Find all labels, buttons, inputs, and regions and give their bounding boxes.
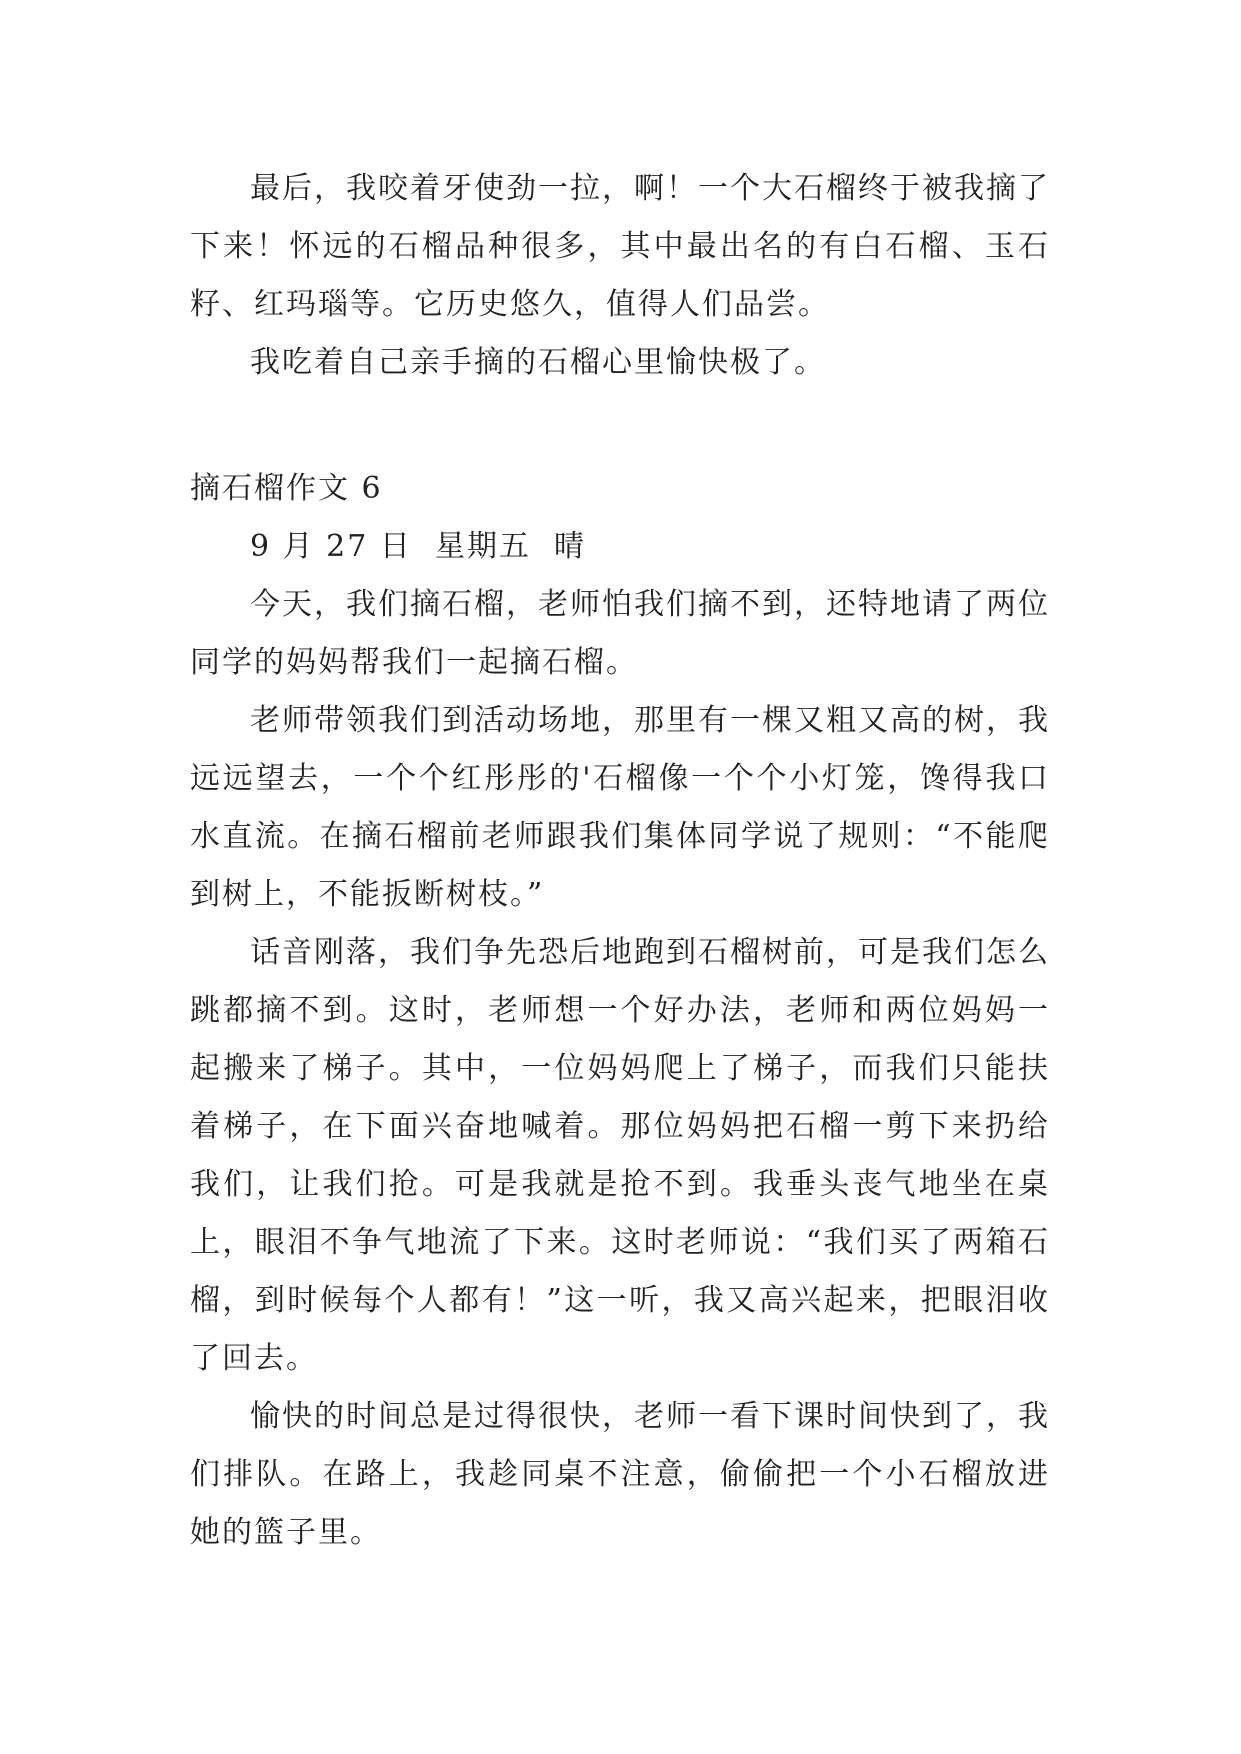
document-body xyxy=(190,160,1050,1562)
paragraph-ending: 最后，我咬着牙使劲一拉，啊！一个大石榴终于被我摘了下来！怀远的石榴品种很多，其中最出名的有白石榴、玉石籽、红玛瑙等。它历史悠久，值得人们品尝。 xyxy=(190,171,1050,322)
article-title: 摘石榴作文 6 xyxy=(190,471,383,506)
paragraph-picking: 话音刚落，我们争先恐后地跑到石榴树前，可是我们怎么跳都摘不到。这时，老师想一个好办法，老师和两位妈妈一起搬来了梯子。其中，一位妈妈爬上了梯子，而我们只能扶着梯子，在下面兴奋地喊着。那位妈妈把石榴一剪下来扔给我们，让我们抢。可是我就是抢不到。我垂头丧气地坐在桌上，眼泪不争气地流了下来。这时老师说：“我们买了两箱石榴，到时候每个人都有！”这一听，我又高兴起来，把眼泪收了回去。 xyxy=(190,935,1050,1376)
paragraph-ending-2: 愉快的时间总是过得很快，老师一看下课时间快到了，我们排队。在路上，我趁同桌不注意，偷偷把一个小石榴放进她的篮子里。 xyxy=(190,1399,1050,1550)
paragraph-intro: 今天，我们摘石榴，老师怕我们摘不到，还特地请了两位同学的妈妈帮我们一起摘石榴。 xyxy=(190,587,1050,680)
paragraph-tree: 老师带领我们到活动场地，那里有一棵又粗又高的树，我远远望去，一个个红彤彤的'石榴像一个个小灯笼，馋得我口水直流。在摘石榴前老师跟我们集体同学说了规则：“不能爬到树上，不能扳断树枝。” xyxy=(190,703,1050,912)
paragraph-closing-feeling: 我吃着自己亲手摘的石榴心里愉快极了。 xyxy=(250,345,826,380)
diary-date-line: 9 月 27 日 星期五 晴 xyxy=(250,529,587,564)
